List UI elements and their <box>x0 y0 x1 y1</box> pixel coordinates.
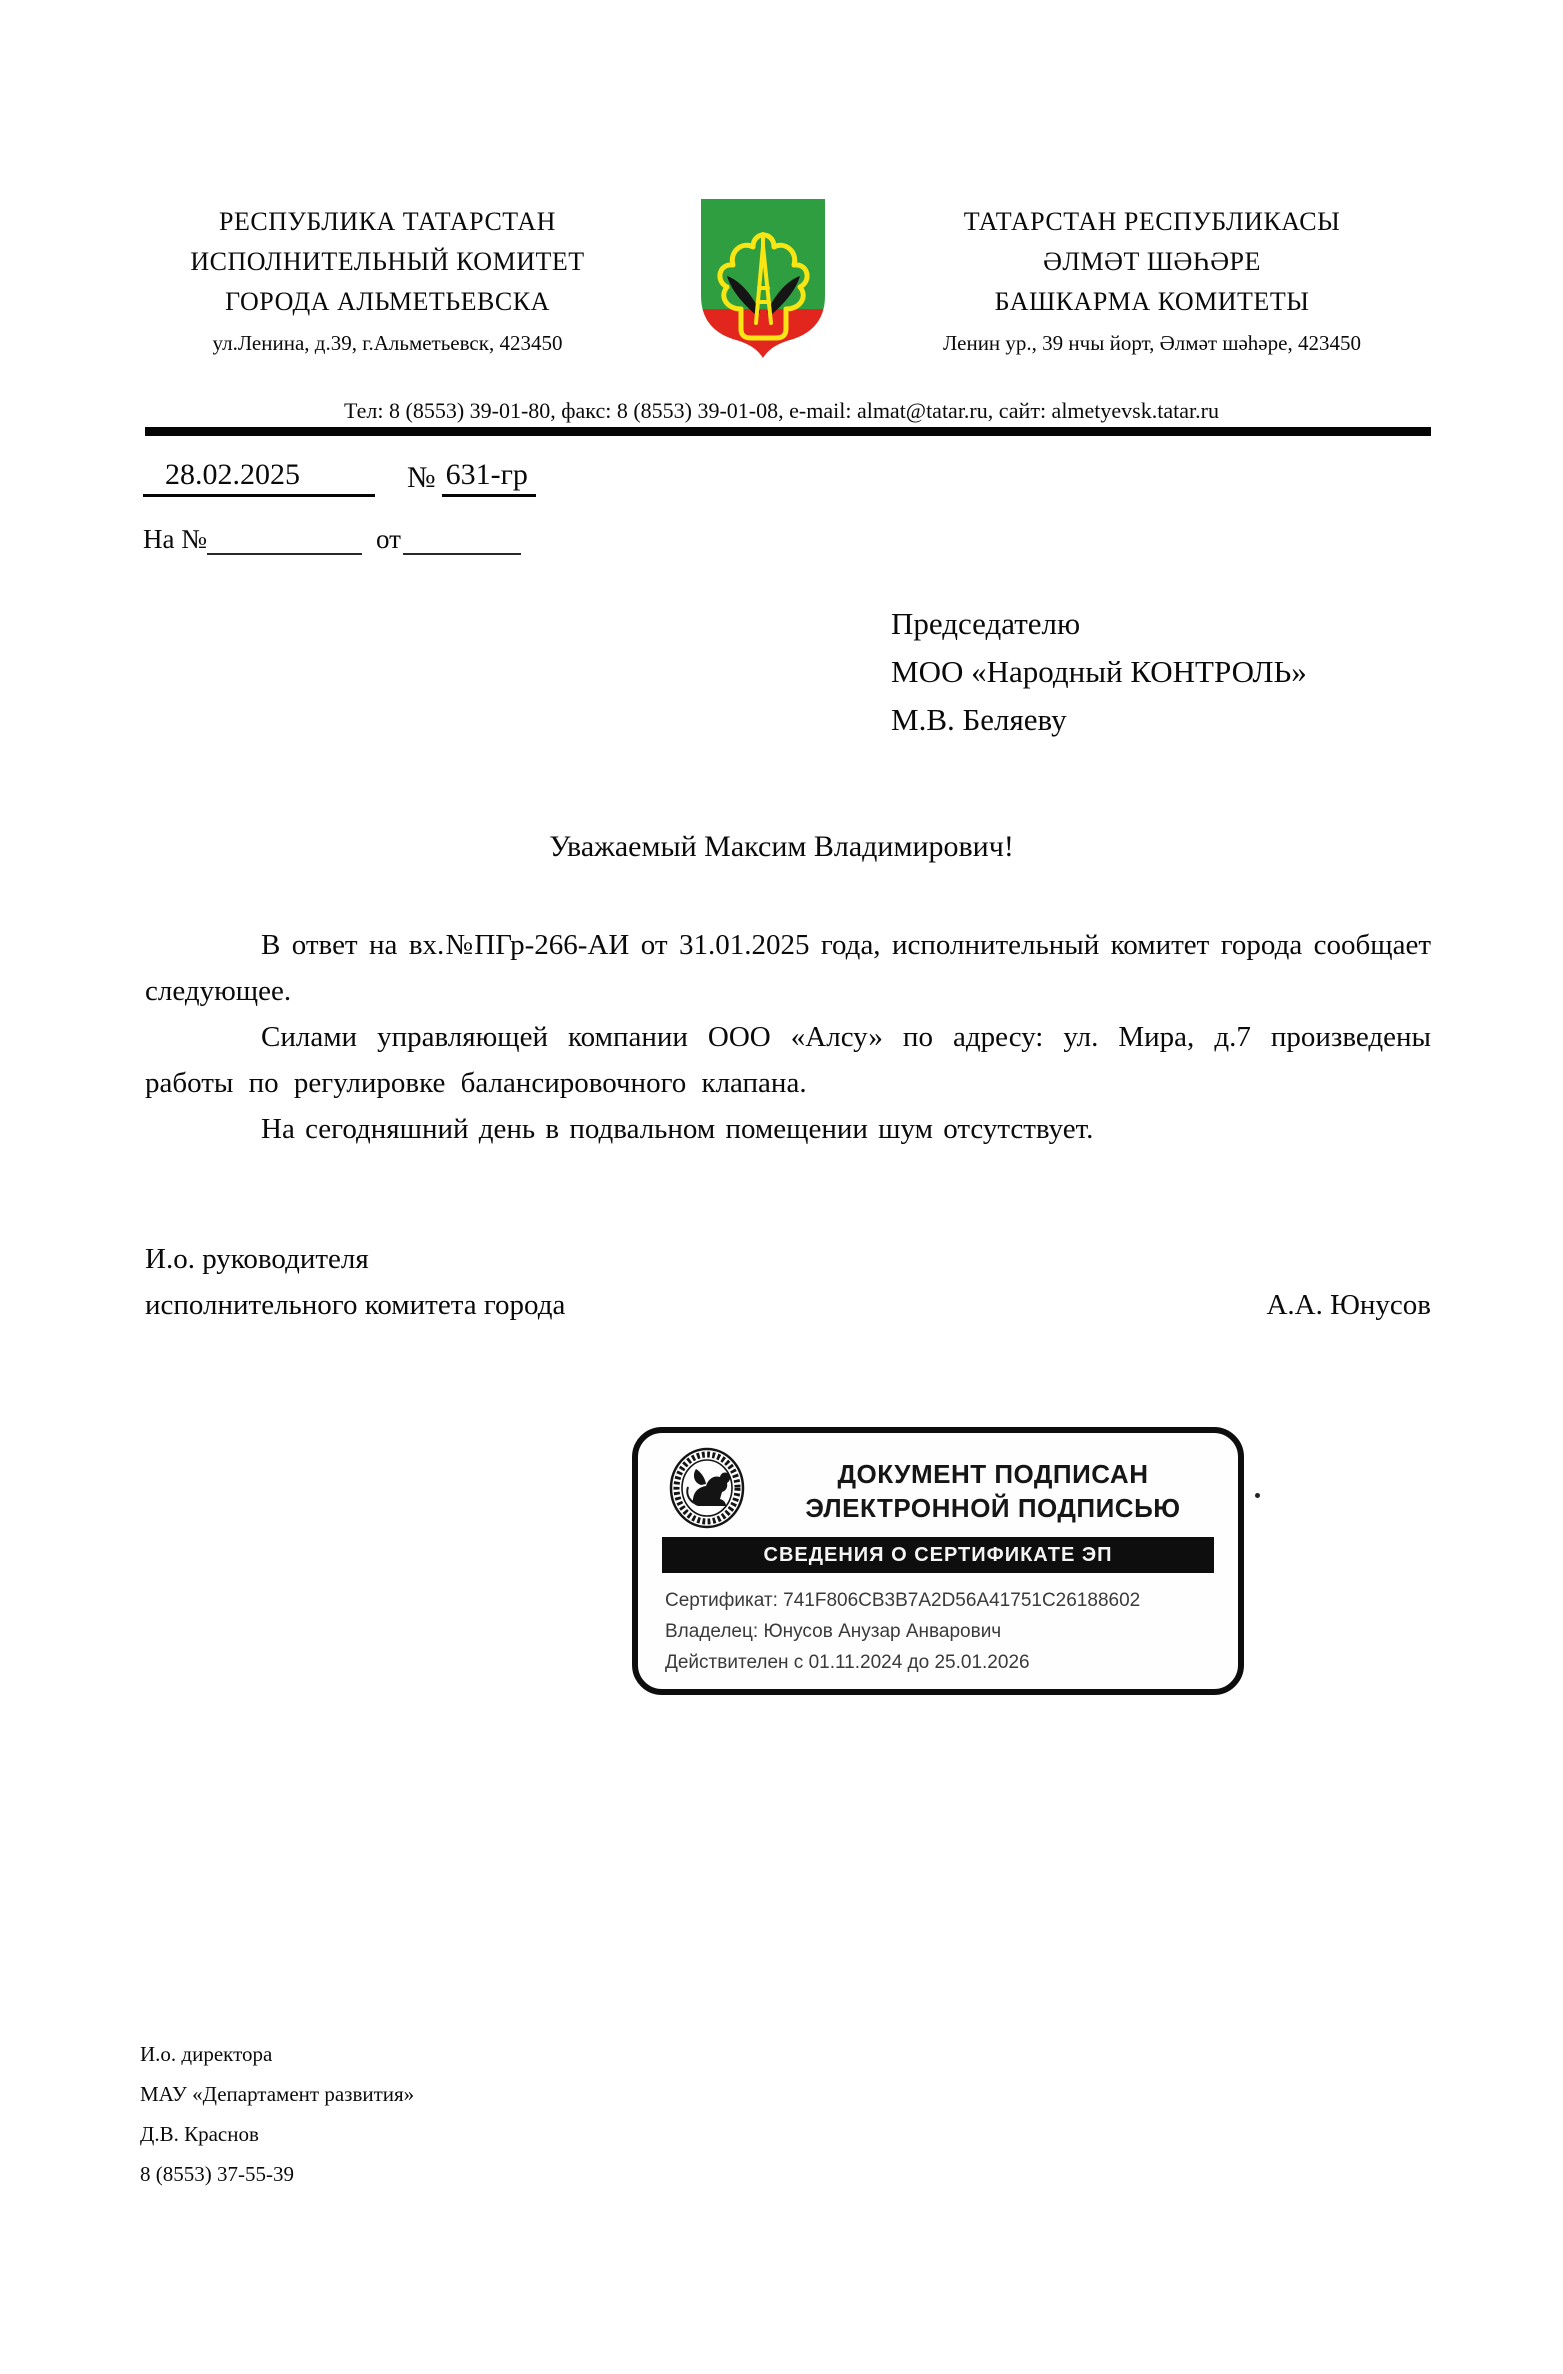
certificate-details <box>665 1585 1140 1678</box>
org-name-line: ГОРОДА АЛЬМЕТЬЕВСКА <box>225 287 550 316</box>
recipient-line: Председателю <box>891 606 1081 641</box>
scan-artifact-dot <box>1255 1493 1260 1498</box>
body-paragraph: Силами управляющей компании ООО «Алсу» по адресу: ул. Мира, д.7 произведены работы по регулировке балансировочного клапана. <box>145 1021 1431 1099</box>
stamp-title-line1: ДОКУМЕНТ ПОДПИСАН <box>837 1459 1149 1489</box>
signature-name: А.А. Юнусов <box>1266 1289 1431 1321</box>
executor-phone: 8 (8553) 37-55-39 <box>140 2162 294 2186</box>
letterhead-right <box>872 202 1432 356</box>
esignature-stamp <box>632 1427 1244 1695</box>
org-address: ул.Ленина, д.39, г.Альметьевск, 423450 <box>212 331 563 355</box>
signature-title-line2: исполнительного комитета города <box>145 1289 566 1321</box>
executor-line: МАУ «Департамент развития» <box>140 2082 415 2106</box>
almetyevsk-coat-of-arms-icon <box>696 196 830 362</box>
org-name-line: РЕСПУБЛИКА ТАТАРСТАН <box>219 207 556 236</box>
letter-body <box>145 922 1431 1152</box>
reply-prefix: На № <box>143 524 207 554</box>
org-name-line: ТАТАРСТАН РЕСПУБЛИКАСЫ <box>963 207 1341 236</box>
certificate-info-bar: СВЕДЕНИЯ О СЕРТИФИКАТЕ ЭП <box>662 1537 1214 1573</box>
stamp-title-line2: ЭЛЕКТРОННОЙ ПОДПИСЬЮ <box>805 1493 1181 1523</box>
certificate-label: Сертификат: <box>665 1590 778 1611</box>
letter-number: 631-гр <box>442 458 536 497</box>
tatarstan-seal-icon <box>668 1447 746 1529</box>
contact-line: Тел: 8 (8553) 39-01-80, факс: 8 (8553) 39-01-08, e-mail: almat@tatar.ru, сайт: almetyevsk.tatar.ru <box>344 398 1219 423</box>
org-name-line: ӘЛМӘТ ШӘҺӘРЕ <box>1043 247 1261 276</box>
reply-reference-row <box>143 523 521 555</box>
executor-block <box>140 2034 414 2194</box>
org-name-line: ИСПОЛНИТЕЛЬНЫЙ КОМИТЕТ <box>190 247 585 276</box>
header-divider-rule <box>145 427 1431 436</box>
stamp-title <box>756 1457 1230 1525</box>
owner-line: Владелец: Юнусов Анузар Анварович <box>665 1621 1002 1642</box>
validity-line: Действителен с 01.11.2024 до 25.01.2026 <box>665 1652 1030 1673</box>
letter-date: 28.02.2025 <box>143 458 375 497</box>
certificate-line <box>665 1585 1140 1616</box>
recipient-block <box>891 600 1307 744</box>
signature-title-line1: И.о. руководителя <box>145 1243 369 1275</box>
reply-from-label: от <box>376 524 401 554</box>
recipient-line: МОО «Народный КОНТРОЛЬ» <box>891 654 1307 689</box>
certificate-value: 741F806CB3B7A2D56A41751C26188602 <box>783 1590 1141 1611</box>
reply-date-blank <box>403 523 521 555</box>
recipient-line: М.В. Беляеву <box>891 702 1067 737</box>
org-name-line: БАШКАРМА КОМИТЕТЫ <box>994 287 1310 316</box>
body-paragraph: На сегодняшний день в подвальном помещении шум отсутствует. <box>261 1113 1094 1145</box>
reference-row <box>143 458 536 497</box>
number-sign: № <box>407 461 436 494</box>
signature-row <box>145 1289 1431 1322</box>
body-paragraph: В ответ на вх.№ПГр-266-АИ от 31.01.2025 года, исполнительный комитет города сообщает следующее. <box>145 929 1431 1007</box>
reply-number-blank <box>207 523 362 555</box>
executor-line: И.о. директора <box>140 2042 273 2066</box>
salutation: Уважаемый Максим Владимирович! <box>549 830 1014 863</box>
org-address: Ленин ур., 39 нчы йорт, Әлмәт шәһәре, 423450 <box>943 331 1361 355</box>
letterhead-left <box>125 202 650 356</box>
executor-line: Д.В. Краснов <box>140 2122 259 2146</box>
